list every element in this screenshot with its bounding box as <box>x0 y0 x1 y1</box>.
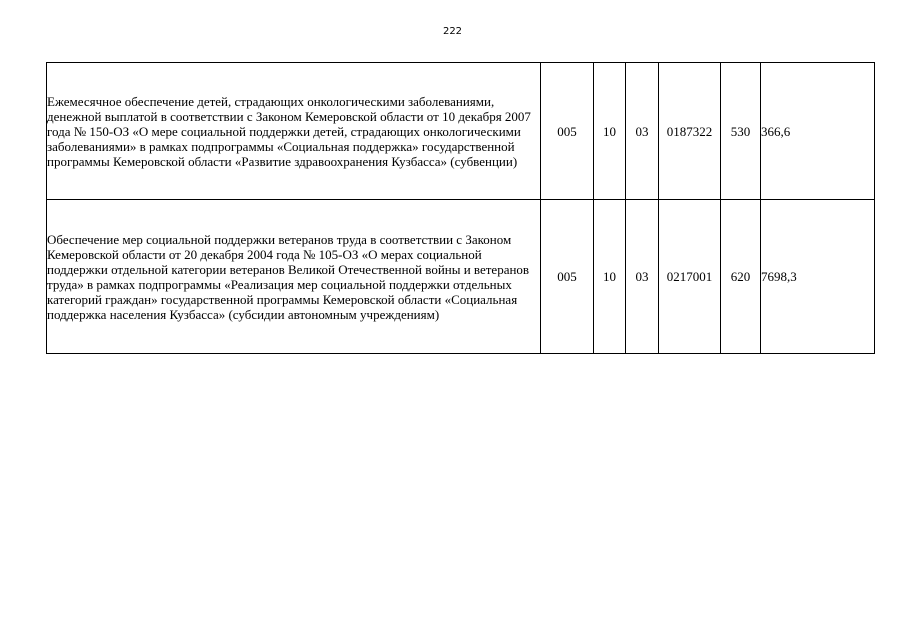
section-code: 10 <box>594 200 626 354</box>
table-row <box>47 63 875 200</box>
subsection-code: 03 <box>626 63 659 200</box>
section-code: 10 <box>594 63 626 200</box>
table-row <box>47 200 875 354</box>
row-amount: 7698,3 <box>761 200 875 354</box>
expense-type-code: 530 <box>721 63 761 200</box>
row-description: Обеспечение мер социальной поддержки ветеранов труда в соответствии с Законом Кемеровской области от 20 декабря 2004 года № 105-ОЗ «О мерах социальной поддержки отдельной категории ветеранов Великой Отечественной войны и ветеранов труда» в рамках подпрограммы «Реализация мер социальной поддержки отдельных категорий граждан» государственной программы Кемеровской области «Социальная поддержка населения Кузбасса» (субсидии автономным учреждениям) <box>47 200 541 354</box>
ministry-code: 005 <box>541 63 594 200</box>
row-amount: 366,6 <box>761 63 875 200</box>
subsection-code: 03 <box>626 200 659 354</box>
target-code: 0187322 <box>659 63 721 200</box>
page-number: 222 <box>442 26 463 37</box>
row-description: Ежемесячное обеспечение детей, страдающих онкологическими заболеваниями, денежной выплатой в соответствии с Законом Кемеровской области от 10 декабря 2007 года № 150-ОЗ «О мере социальной поддержки детей, страдающих онкологическими заболеваниями» в рамках подпрограммы «Социальная поддержка» государственной программы Кемеровской области «Развитие здравоохранения Кузбасса» (субвенции) <box>47 63 541 200</box>
ministry-code: 005 <box>541 200 594 354</box>
expense-type-code: 620 <box>721 200 761 354</box>
target-code: 0217001 <box>659 200 721 354</box>
budget-table <box>46 62 875 354</box>
